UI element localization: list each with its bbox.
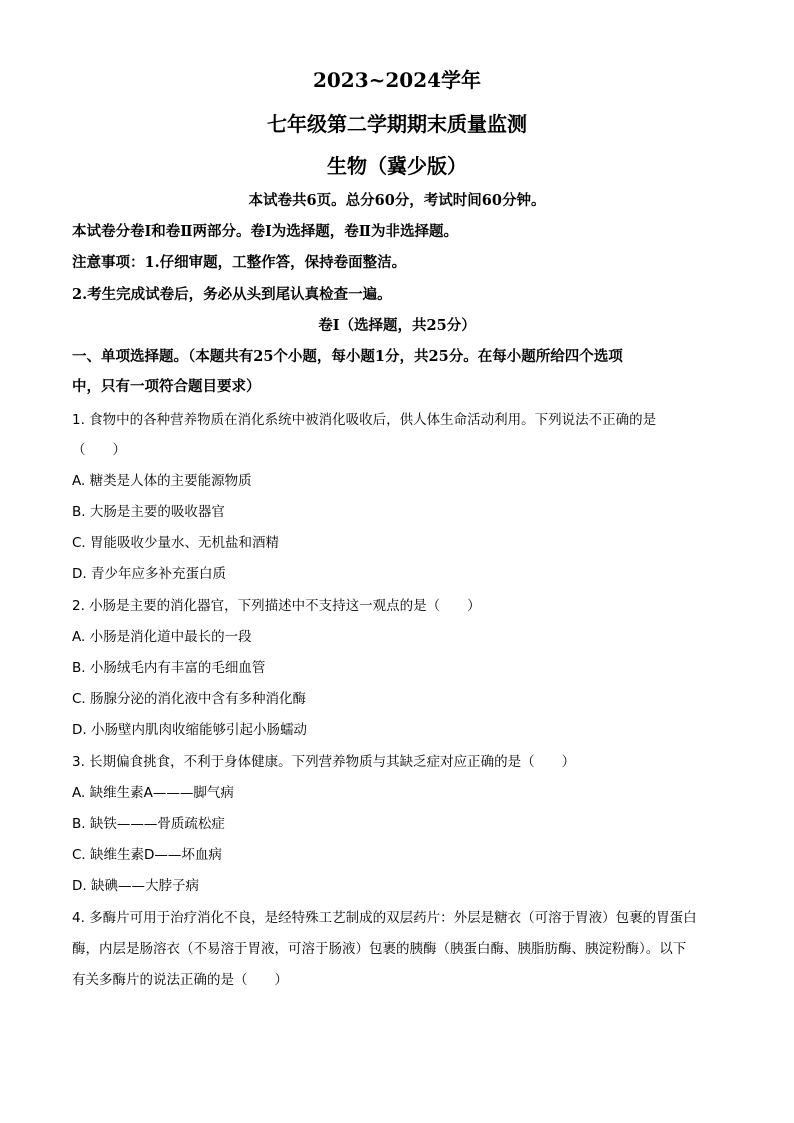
notice-line-1: 注意事项：1.仔细审题，工整作答，保持卷面整洁。 bbox=[72, 254, 407, 271]
question-1-stem: 1. 食物中的各种营养物质在消化系统中被消化吸收后，供人体生命活动利用。下列说法不正确的是 bbox=[72, 412, 657, 428]
question-1-option-d: D. 青少年应多补充蛋白质 bbox=[72, 566, 226, 582]
question-4-stem-line-3: 有关多酶片的说法正确的是（ ） bbox=[72, 972, 288, 988]
question-2-option-d: D. 小肠壁内肌肉收缩能够引起小肠蠕动 bbox=[72, 722, 307, 738]
notice-line-2: 2.考生完成试卷后，务必从头到尾认真检查一遍。 bbox=[72, 286, 392, 303]
question-3-option-b: B. 缺铁———骨质疏松症 bbox=[72, 816, 225, 832]
question-2-option-c: C. 肠腺分泌的消化液中含有多种消化酶 bbox=[72, 691, 307, 707]
question-1-option-b: B. 大肠是主要的吸收器官 bbox=[72, 504, 225, 520]
question-4-stem-line-2: 酶，内层是肠溶衣（不易溶于胃液，可溶于肠液）包裹的胰酶（胰蛋白酶、胰脂肪酶、胰淀粉酶）。以下 bbox=[72, 941, 687, 957]
exam-year-title: 2023~2024学年 bbox=[312, 68, 482, 92]
question-3-option-c: C. 缺维生素D——坏血病 bbox=[72, 847, 222, 863]
question-3-option-a: A. 缺维生素A———脚气病 bbox=[72, 785, 234, 801]
exam-subject-title: 生物（冀少版） bbox=[327, 154, 467, 178]
question-3-stem: 3. 长期偏食挑食，不利于身体健康。下列营养物质与其缺乏症对应正确的是（ ） bbox=[72, 754, 576, 770]
question-1-answer-blank: （ ） bbox=[72, 442, 126, 458]
section-title: 卷Ⅰ（选择题，共25分） bbox=[318, 317, 476, 334]
question-2-option-a: A. 小肠是消化道中最长的一段 bbox=[72, 629, 252, 645]
question-4-stem-line-1: 4. 多酶片可用于治疗消化不良，是经特殊工艺制成的双层药片：外层是糖衣（可溶于胃液）包裹的胃蛋白 bbox=[72, 910, 697, 926]
question-2-option-b: B. 小肠绒毛内有丰富的毛细血管 bbox=[72, 660, 266, 676]
question-1-option-a: A. 糖类是人体的主要能源物质 bbox=[72, 473, 252, 489]
exam-info-line: 本试卷共6页。总分60分，考试时间60分钟。 bbox=[248, 192, 546, 209]
question-1-option-c: C. 胃能吸收少量水、无机盐和酒精 bbox=[72, 535, 280, 551]
exam-name-title: 七年级第二学期期末质量监测 bbox=[267, 112, 527, 136]
question-3-option-d: D. 缺碘——大脖子病 bbox=[72, 878, 199, 894]
question-2-stem: 2. 小肠是主要的消化器官，下列描述中不支持这一观点的是（ ） bbox=[72, 598, 481, 614]
section-heading-line-2: 中，只有一项符合题目要求） bbox=[72, 378, 261, 395]
exam-parts-line: 本试卷分卷Ⅰ和卷Ⅱ两部分。卷Ⅰ为选择题，卷Ⅱ为非选择题。 bbox=[72, 223, 459, 240]
section-heading-line-1: 一、单项选择题。（本题共有25个小题，每小题1分，共25分。在每小题所给四个选项 bbox=[72, 348, 623, 365]
